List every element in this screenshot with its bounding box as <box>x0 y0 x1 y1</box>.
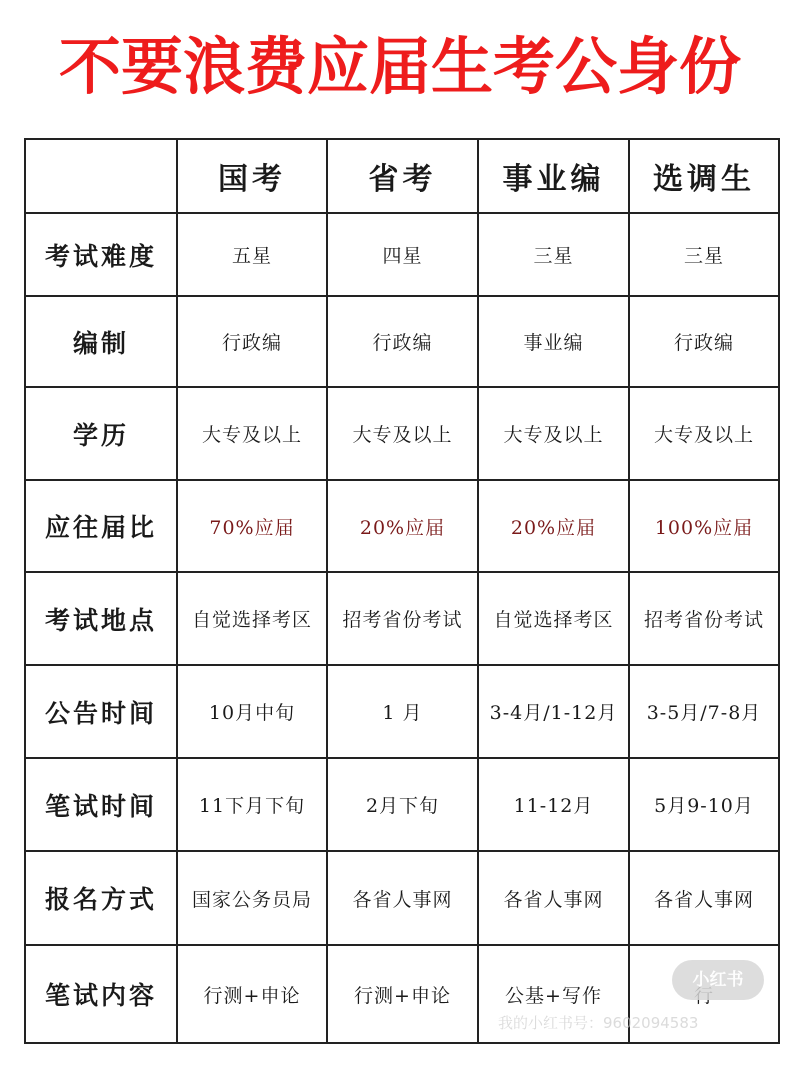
table-cell: 各省人事网 <box>327 851 478 945</box>
table-cell: 各省人事网 <box>478 851 629 945</box>
header-shiyebian: 事业编 <box>478 139 629 213</box>
table-cell: 行测+申论 <box>177 945 327 1043</box>
table-header-row <box>25 139 779 213</box>
table-cell: 自觉选择考区 <box>478 572 629 665</box>
table-cell: 10月中旬 <box>177 665 327 758</box>
table-row <box>25 296 779 387</box>
table-cell: 3-5月/7-8月 <box>629 665 779 758</box>
table-cell: 大专及以上 <box>327 387 478 480</box>
header-corner <box>25 139 177 213</box>
row-label: 应往届比 <box>25 480 177 572</box>
table-cell: 大专及以上 <box>629 387 779 480</box>
comparison-table <box>24 138 780 1044</box>
table-cell: 11下月下旬 <box>177 758 327 851</box>
table-cell: 三星 <box>478 213 629 296</box>
table-cell: 五星 <box>177 213 327 296</box>
table-cell: 大专及以上 <box>177 387 327 480</box>
table-row <box>25 480 779 572</box>
table-cell: 100%应届 <box>629 480 779 572</box>
table-cell: 公基+写作 <box>478 945 629 1043</box>
row-label: 报名方式 <box>25 851 177 945</box>
xiaohongshu-logo-watermark: 小红书 <box>672 960 764 1000</box>
table-cell: 行政编 <box>327 296 478 387</box>
table-row <box>25 758 779 851</box>
table-cell: 各省人事网 <box>629 851 779 945</box>
page-title: 不要浪费应届生考公身份 <box>58 30 741 103</box>
table-cell: 招考省份考试 <box>327 572 478 665</box>
table-cell: 行政编 <box>629 296 779 387</box>
row-label: 笔试时间 <box>25 758 177 851</box>
table-cell: 招考省份考试 <box>629 572 779 665</box>
row-label: 编制 <box>25 296 177 387</box>
table-cell: 1 月 <box>327 665 478 758</box>
table-cell: 2月下旬 <box>327 758 478 851</box>
table-row <box>25 665 779 758</box>
table-cell: 三星 <box>629 213 779 296</box>
table-cell: 大专及以上 <box>478 387 629 480</box>
row-label: 学历 <box>25 387 177 480</box>
row-label: 笔试内容 <box>25 945 177 1043</box>
table-cell: 20%应届 <box>327 480 478 572</box>
account-id-watermark: 我的小红书号：9602094583 <box>498 1014 699 1032</box>
table-cell: 四星 <box>327 213 478 296</box>
table-cell: 自觉选择考区 <box>177 572 327 665</box>
header-xuandiaosheng: 选调生 <box>629 139 779 213</box>
table-cell: 11-12月 <box>478 758 629 851</box>
table-cell: 3-4月/1-12月 <box>478 665 629 758</box>
table-row <box>25 213 779 296</box>
table-cell: 事业编 <box>478 296 629 387</box>
table-cell: 20%应届 <box>478 480 629 572</box>
row-label: 公告时间 <box>25 665 177 758</box>
table-row <box>25 851 779 945</box>
table-row <box>25 572 779 665</box>
table-row <box>25 387 779 480</box>
header-shengkao: 省考 <box>327 139 478 213</box>
row-label: 考试难度 <box>25 213 177 296</box>
table-cell: 行测+申论 <box>327 945 478 1043</box>
table-cell: 5月9-10月 <box>629 758 779 851</box>
table-cell: 行政编 <box>177 296 327 387</box>
row-label: 考试地点 <box>25 572 177 665</box>
table-cell: 国家公务员局 <box>177 851 327 945</box>
header-guokao: 国考 <box>177 139 327 213</box>
table-cell: 70%应届 <box>177 480 327 572</box>
